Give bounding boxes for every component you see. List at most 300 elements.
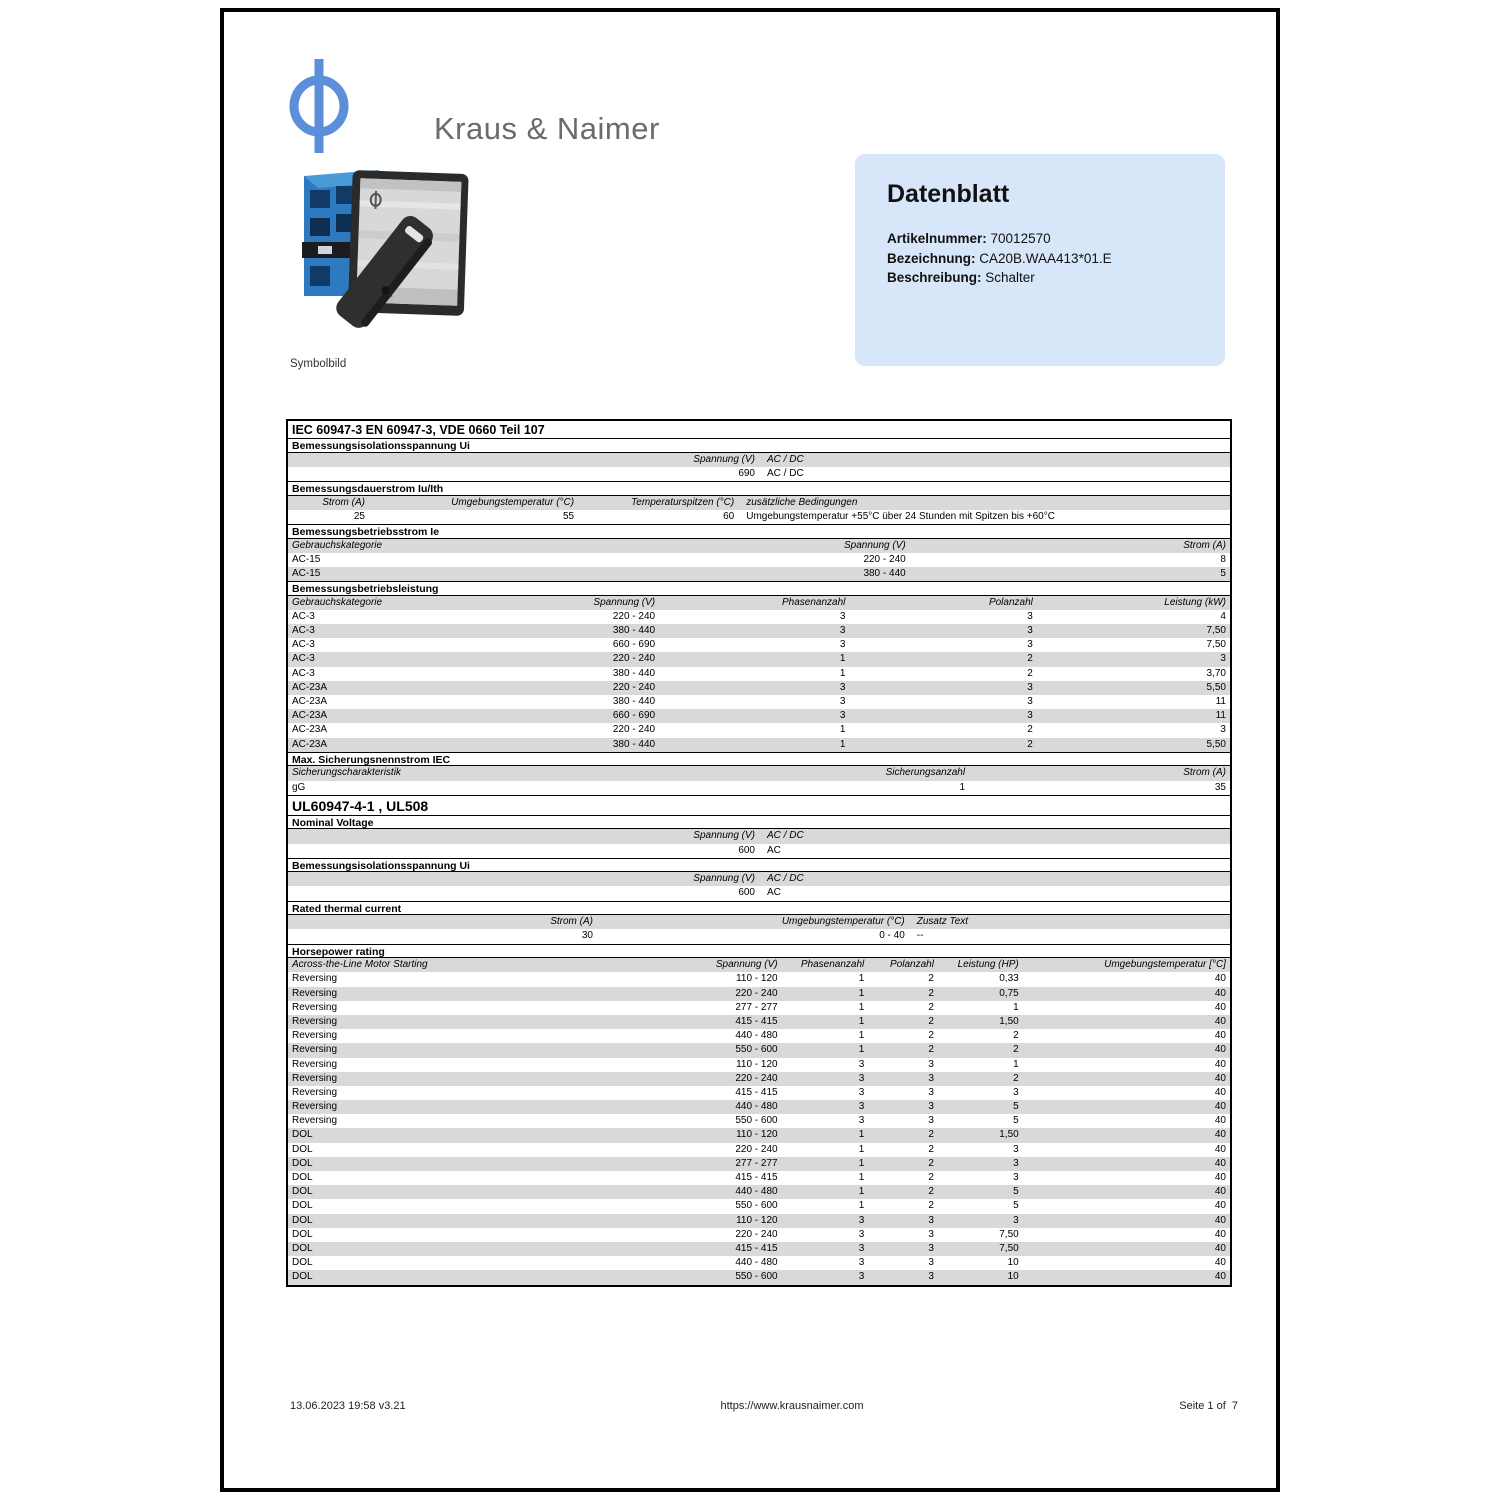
table-cell: 3,70: [1206, 667, 1226, 679]
spec-table: [286, 419, 1232, 1287]
table-cell: Sicherungscharakteristik: [292, 767, 401, 779]
table-cell: 7,50: [1206, 639, 1226, 651]
table-cell: 3: [928, 1242, 934, 1254]
table-cell: 2: [928, 1172, 934, 1184]
table-cell: AC / DC: [767, 467, 804, 479]
table-cell: 2: [1027, 738, 1033, 750]
table-cell: 10: [1007, 1271, 1019, 1283]
table-row: [288, 553, 1230, 567]
table-header-row: [288, 539, 1230, 553]
table-cell: 7,50: [1206, 625, 1226, 637]
table-cell: zusätzliche Bedingungen: [746, 496, 858, 508]
table-cell: Sicherungsanzahl: [885, 767, 966, 779]
table-cell: 660 - 690: [612, 710, 656, 722]
table-cell: 7,50: [999, 1242, 1019, 1254]
table-cell: 2: [1027, 667, 1033, 679]
table-row: [288, 1043, 1230, 1057]
table-cell: 2: [928, 1030, 934, 1042]
table-cell: 3: [858, 1271, 865, 1283]
table-cell: 3: [1013, 1172, 1019, 1184]
table-header-row: [288, 766, 1230, 780]
table-cell: AC / DC: [767, 830, 804, 842]
table-cell: 440 - 480: [735, 1186, 778, 1198]
table-cell: Gebrauchskategorie: [292, 539, 383, 551]
table-cell: 1: [858, 1044, 865, 1056]
table-cell: 3: [928, 1072, 934, 1084]
table-header-row: [288, 958, 1230, 972]
table-cell: 3: [928, 1058, 934, 1070]
table-cell: Umgebungstemperatur (°C): [781, 916, 905, 928]
table-cell: 3: [858, 1072, 865, 1084]
table-cell: 2: [1013, 1072, 1019, 1084]
table-row: [288, 886, 1230, 900]
table-cell: 40: [1214, 1129, 1226, 1141]
table-cell: 220 - 240: [735, 1072, 778, 1084]
table-cell: 0,75: [999, 987, 1019, 999]
table-cell: Reversing: [292, 1072, 338, 1084]
table-section-name: Max. Sicherungsnennstrom IEC: [288, 752, 1230, 767]
table-cell: Gebrauchskategorie: [292, 596, 383, 608]
table-cell: 30: [581, 930, 593, 942]
table-cell: 1: [839, 667, 846, 679]
table-cell: 415 - 415: [735, 1172, 778, 1184]
table-cell: 2: [928, 1129, 934, 1141]
table-cell: 3: [839, 639, 846, 651]
table-cell: 5,50: [1206, 738, 1226, 750]
table-section-name: Bemessungsisolationsspannung Ui: [288, 438, 1230, 453]
table-row: [288, 467, 1230, 481]
table-cell: 380 - 440: [612, 738, 656, 750]
table-row: [288, 510, 1230, 524]
table-cell: 40: [1214, 1200, 1226, 1212]
table-cell: DOL: [292, 1257, 313, 1269]
table-cell: 660 - 690: [612, 639, 656, 651]
table-cell: Reversing: [292, 1030, 338, 1042]
table-cell: 4: [1220, 610, 1226, 622]
table-cell: DOL: [292, 1172, 313, 1184]
table-cell: 2: [928, 1015, 934, 1027]
table-section-name: Bemessungsbetriebsleistung: [288, 581, 1230, 596]
table-cell: 40: [1214, 987, 1226, 999]
table-row: [288, 844, 1230, 858]
table-header-row: [288, 496, 1230, 510]
table-row: [288, 1072, 1230, 1086]
table-cell: 600: [738, 844, 755, 856]
table-cell: AC: [767, 887, 781, 899]
table-cell: Strom (A): [322, 496, 365, 508]
table-cell: 60: [723, 510, 735, 522]
table-cell: Reversing: [292, 1058, 338, 1070]
table-cell: 2: [928, 1001, 934, 1013]
table-cell: Spannung (V): [715, 959, 778, 971]
table-cell: 3: [928, 1228, 934, 1240]
table-cell: AC-15: [292, 553, 321, 565]
table-cell: AC-3: [292, 639, 315, 651]
table-row: [288, 1029, 1230, 1043]
table-cell: AC / DC: [767, 873, 804, 885]
table-cell: --: [916, 930, 924, 942]
table-cell: 2: [1013, 1044, 1019, 1056]
table-cell: Phasenanzahl: [782, 596, 846, 608]
table-cell: 10: [1007, 1257, 1019, 1269]
table-cell: 0 - 40: [879, 930, 905, 942]
table-section-name: Horsepower rating: [288, 944, 1230, 959]
table-cell: AC-3: [292, 625, 315, 637]
info-field-beschreibung: [887, 268, 1112, 288]
table-cell: 3: [839, 625, 846, 637]
table-cell: 1: [858, 1129, 865, 1141]
table-cell: 5: [1013, 1186, 1019, 1198]
table-cell: 1: [1013, 1058, 1019, 1070]
info-field-value: Schalter: [981, 270, 1035, 285]
table-cell: 277 - 277: [735, 1157, 778, 1169]
table-section-name: Rated thermal current: [288, 901, 1230, 916]
table-row: [288, 1214, 1230, 1228]
table-cell: AC-3: [292, 653, 315, 665]
footer-page-number: Seite 1 of 7: [1179, 1400, 1238, 1412]
table-cell: 110 - 120: [736, 1058, 778, 1070]
table-cell: 550 - 600: [735, 1044, 778, 1056]
table-row: [288, 1100, 1230, 1114]
table-row: [288, 1157, 1230, 1171]
table-row: [288, 1171, 1230, 1185]
table-cell: 3: [839, 681, 846, 693]
table-cell: 5: [1013, 1200, 1019, 1212]
table-row: [288, 972, 1230, 986]
table-cell: Reversing: [292, 973, 338, 985]
table-cell: Temperaturspitzen (°C): [631, 496, 735, 508]
table-row: [288, 638, 1230, 652]
table-cell: 110 - 120: [736, 1129, 778, 1141]
table-row: [288, 709, 1230, 723]
table-cell: 8: [1220, 553, 1226, 565]
table-cell: 2: [1013, 1030, 1019, 1042]
table-cell: 40: [1214, 1086, 1226, 1098]
table-cell: DOL: [292, 1228, 313, 1240]
info-field-label: Bezeichnung:: [887, 250, 976, 266]
table-cell: DOL: [292, 1214, 313, 1226]
table-cell: 3: [1027, 625, 1033, 637]
table-cell: 550 - 600: [735, 1271, 778, 1283]
table-cell: Across-the-Line Motor Starting: [292, 959, 428, 971]
table-cell: 1: [959, 781, 966, 793]
table-cell: 2: [928, 1186, 934, 1198]
table-cell: 220 - 240: [735, 987, 778, 999]
table-cell: Leistung (HP): [957, 959, 1019, 971]
table-cell: Strom (A): [1183, 539, 1226, 551]
table-cell: 5: [1220, 567, 1226, 579]
table-cell: Polanzahl: [988, 596, 1033, 608]
table-row: [288, 1086, 1230, 1100]
info-field-label: Beschreibung:: [887, 270, 982, 285]
table-cell: 2: [928, 1044, 934, 1056]
table-cell: Reversing: [292, 1001, 338, 1013]
table-cell: 3: [858, 1214, 865, 1226]
brand-name: Kraus & Naimer: [434, 111, 660, 146]
table-cell: 1: [858, 1186, 865, 1198]
table-row: [288, 1128, 1230, 1142]
table-cell: 1: [858, 1001, 865, 1013]
table-cell: AC / DC: [767, 453, 804, 465]
table-cell: Strom (A): [1183, 767, 1226, 779]
table-cell: 40: [1214, 973, 1226, 985]
table-row: [288, 987, 1230, 1001]
table-cell: Reversing: [292, 1115, 338, 1127]
table-cell: Spannung (V): [693, 453, 755, 465]
table-cell: Reversing: [292, 1101, 338, 1113]
table-cell: 415 - 415: [735, 1086, 778, 1098]
table-cell: 440 - 480: [735, 1030, 778, 1042]
table-row: [288, 1199, 1230, 1213]
table-cell: gG: [292, 781, 306, 793]
table-cell: 3: [928, 1115, 934, 1127]
table-cell: 40: [1214, 1058, 1226, 1070]
table-cell: 40: [1214, 1228, 1226, 1240]
table-header-row: [288, 453, 1230, 467]
table-cell: 7,50: [999, 1228, 1019, 1240]
table-cell: 1: [858, 973, 865, 985]
brand-header: [286, 57, 706, 157]
table-cell: 40: [1214, 1157, 1226, 1169]
table-cell: 690: [738, 467, 755, 479]
document-page: [220, 8, 1280, 1492]
info-field-value: CA20B.WAA413*01.E: [975, 250, 1112, 266]
table-cell: 3: [1027, 681, 1033, 693]
table-cell: 5: [1013, 1101, 1019, 1113]
table-row: [288, 723, 1230, 737]
table-cell: Spannung (V): [593, 596, 656, 608]
table-cell: 1: [858, 1172, 865, 1184]
table-cell: 3: [1013, 1214, 1019, 1226]
table-cell: 550 - 600: [735, 1200, 778, 1212]
table-cell: 35: [1214, 781, 1226, 793]
table-cell: 3: [858, 1242, 865, 1254]
table-section-name: Nominal Voltage: [288, 815, 1230, 830]
table-cell: Leistung (kW): [1164, 596, 1226, 608]
table-cell: 110 - 120: [736, 973, 778, 985]
table-cell: 2: [1027, 724, 1033, 736]
table-cell: 550 - 600: [735, 1115, 778, 1127]
table-cell: DOL: [292, 1129, 313, 1141]
table-cell: 220 - 240: [735, 1143, 778, 1155]
table-cell: 1,50: [999, 1129, 1019, 1141]
table-row: [288, 567, 1230, 581]
table-cell: 3: [928, 1257, 934, 1269]
table-cell: AC-23A: [292, 738, 328, 750]
table-cell: 3: [839, 710, 846, 722]
table-cell: 1: [858, 987, 865, 999]
table-cell: 3: [1027, 639, 1033, 651]
table-cell: 3: [928, 1086, 934, 1098]
table-cell: 415 - 415: [735, 1015, 778, 1027]
table-cell: AC: [767, 844, 781, 856]
table-cell: 1: [858, 1200, 865, 1212]
table-cell: 40: [1214, 1044, 1226, 1056]
product-photo-cam-switch: [296, 162, 478, 348]
table-row: [288, 781, 1230, 795]
table-cell: 220 - 240: [612, 724, 656, 736]
table-cell: 3: [1027, 710, 1033, 722]
footer-timestamp: 13.06.2023 19:58 v3.21: [290, 1400, 406, 1412]
table-cell: Zusatz Text: [916, 916, 969, 928]
table-group-title: IEC 60947-3 EN 60947-3, VDE 0660 Teil 107: [288, 421, 1230, 439]
table-cell: 2: [928, 973, 934, 985]
table-cell: Phasenanzahl: [800, 959, 865, 971]
table-row: [288, 1228, 1230, 1242]
table-cell: Reversing: [292, 987, 338, 999]
table-cell: 440 - 480: [735, 1257, 778, 1269]
kraus-naimer-phi-icon: [286, 57, 352, 155]
table-cell: 40: [1214, 1257, 1226, 1269]
table-row: [288, 695, 1230, 709]
table-cell: 380 - 440: [612, 667, 656, 679]
table-cell: DOL: [292, 1200, 313, 1212]
info-box: [855, 154, 1225, 366]
table-cell: AC-23A: [292, 710, 328, 722]
table-group-title: UL60947-4-1 , UL508: [288, 795, 1230, 816]
table-cell: Spannung (V): [693, 830, 755, 842]
table-cell: 40: [1214, 1115, 1226, 1127]
table-cell: 11: [1215, 696, 1226, 707]
info-field-artikelnummer: [887, 229, 1112, 249]
table-cell: AC-3: [292, 667, 315, 679]
table-section-name: Bemessungsisolationsspannung Ui: [288, 858, 1230, 873]
table-cell: 380 - 440: [612, 625, 656, 637]
info-field-bezeichnung: [887, 249, 1112, 269]
table-cell: DOL: [292, 1242, 313, 1254]
info-box-title: Datenblatt: [887, 180, 1010, 208]
table-row: [288, 1001, 1230, 1015]
table-cell: 40: [1214, 1101, 1226, 1113]
table-cell: Umgebungstemperatur [°C]: [1104, 959, 1226, 971]
table-row: [288, 667, 1230, 681]
table-header-row: [288, 872, 1230, 886]
table-cell: Spannung (V): [693, 873, 755, 885]
table-cell: AC-23A: [292, 724, 328, 736]
table-cell: 3: [928, 1271, 934, 1283]
table-cell: 3: [1013, 1157, 1019, 1169]
table-cell: Umgebungstemperatur +55°C über 24 Stunden mit Spitzen bis +60°C: [746, 510, 1055, 522]
table-cell: 5,50: [1206, 681, 1226, 693]
table-row: [288, 1114, 1230, 1128]
table-cell: 40: [1214, 1001, 1226, 1013]
table-cell: 220 - 240: [612, 653, 656, 665]
table-cell: 3: [1027, 696, 1033, 707]
table-cell: 3: [858, 1257, 865, 1269]
table-cell: 1: [1013, 1001, 1019, 1013]
table-cell: 40: [1214, 1072, 1226, 1084]
table-cell: 3: [858, 1228, 865, 1240]
table-cell: Reversing: [292, 1086, 338, 1098]
table-cell: 3: [1220, 724, 1226, 736]
table-cell: 11: [1215, 710, 1226, 722]
table-cell: 40: [1214, 1030, 1226, 1042]
table-cell: 2: [928, 1157, 934, 1169]
table-cell: 1: [839, 724, 846, 736]
table-cell: 220 - 240: [863, 553, 906, 565]
table-cell: 40: [1214, 1214, 1226, 1226]
table-cell: Umgebungstemperatur (°C): [451, 496, 575, 508]
table-cell: 1: [858, 1030, 865, 1042]
table-section-name: Bemessungsdauerstrom Iu/Ith: [288, 481, 1230, 496]
table-cell: 40: [1214, 1143, 1226, 1155]
table-header-row: [288, 829, 1230, 843]
table-cell: 40: [1214, 1271, 1226, 1283]
info-box-fields: [887, 229, 1112, 288]
table-cell: 3: [839, 610, 846, 622]
table-section-name: Bemessungsbetriebsstrom Ie: [288, 524, 1230, 539]
table-cell: 3: [1013, 1086, 1019, 1098]
table-cell: 1: [839, 653, 846, 665]
table-cell: 40: [1214, 1186, 1226, 1198]
table-cell: 600: [738, 887, 755, 899]
table-cell: 415 - 415: [735, 1242, 778, 1254]
table-cell: 2: [928, 1200, 934, 1212]
table-cell: 3: [1027, 610, 1033, 622]
table-cell: AC-3: [292, 610, 315, 622]
table-header-row: [288, 596, 1230, 610]
table-cell: 220 - 240: [612, 610, 656, 622]
table-cell: 380 - 440: [612, 696, 656, 707]
table-cell: 25: [353, 510, 365, 522]
table-cell: 3: [858, 1058, 865, 1070]
table-cell: 40: [1214, 1242, 1226, 1254]
table-cell: 3: [839, 696, 846, 707]
table-cell: 1: [858, 1143, 865, 1155]
table-cell: 3: [928, 1101, 934, 1113]
table-cell: 3: [1220, 653, 1226, 665]
table-row: [288, 738, 1230, 752]
table-cell: 2: [928, 1143, 934, 1155]
table-row: [288, 1270, 1230, 1284]
table-cell: 55: [562, 510, 575, 522]
product-image-caption: Symbolbild: [290, 358, 347, 370]
table-row: [288, 1256, 1230, 1270]
table-cell: 5: [1013, 1115, 1019, 1127]
table-cell: AC-15: [292, 567, 321, 579]
table-cell: 1: [858, 1015, 865, 1027]
table-row: [288, 624, 1230, 638]
table-cell: DOL: [292, 1143, 313, 1155]
table-row: [288, 1143, 1230, 1157]
table-cell: Reversing: [292, 1044, 338, 1056]
table-cell: 1: [839, 738, 846, 750]
table-cell: 3: [928, 1214, 934, 1226]
table-header-row: [288, 915, 1230, 929]
table-cell: 1: [858, 1157, 865, 1169]
table-row: [288, 929, 1230, 943]
table-cell: 40: [1214, 1015, 1226, 1027]
table-cell: 440 - 480: [735, 1101, 778, 1113]
table-cell: 3: [858, 1101, 865, 1113]
table-cell: 2: [1027, 653, 1033, 665]
table-row: [288, 1015, 1230, 1029]
table-cell: 3: [1013, 1143, 1019, 1155]
table-row: [288, 1242, 1230, 1256]
info-field-value: 70012570: [986, 231, 1051, 246]
table-cell: 277 - 277: [735, 1001, 778, 1013]
table-row: [288, 610, 1230, 624]
table-cell: AC-23A: [292, 696, 328, 707]
table-cell: 3: [858, 1086, 865, 1098]
table-cell: 2: [928, 987, 934, 999]
table-cell: Reversing: [292, 1015, 338, 1027]
table-cell: 40: [1214, 1172, 1226, 1184]
table-row: [288, 1058, 1230, 1072]
table-cell: DOL: [292, 1271, 313, 1283]
table-cell: DOL: [292, 1186, 313, 1198]
table-cell: 0,33: [999, 973, 1019, 985]
